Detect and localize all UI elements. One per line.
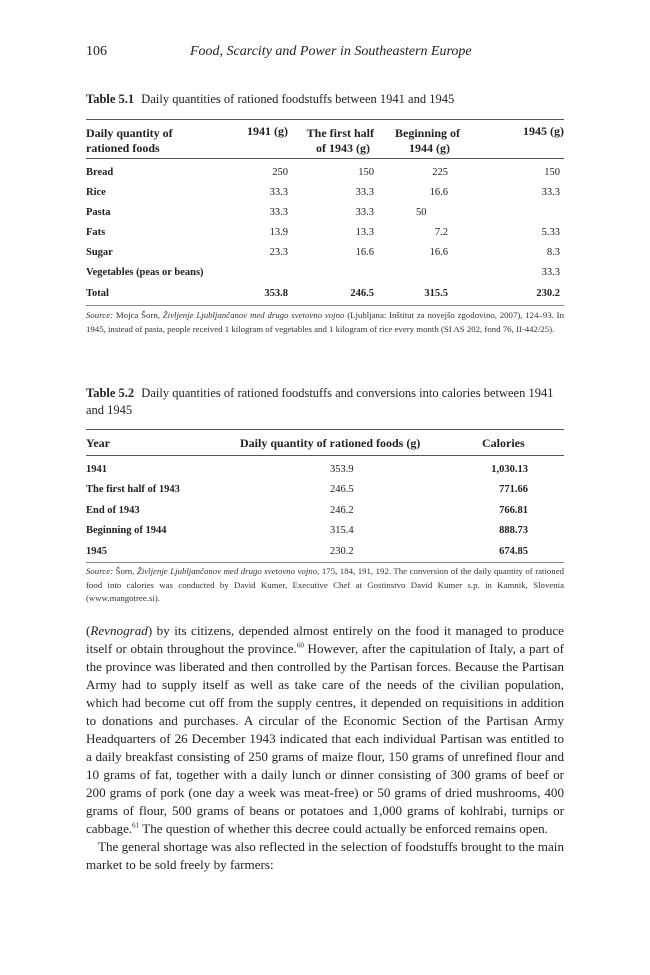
table-cell: 13.3	[355, 226, 374, 238]
table-cell: 1,030.13	[491, 463, 528, 475]
body-text	[86, 622, 564, 874]
paragraph: (Revnograd) by its citizens, depended almost entirely on the food it managed to produce itself or obtain throughout the province.$^{60}$ However, after the capitulation of Italy, a part of the province was liberated and then controlled by the Partisan forces. Because the Partisan Army had to supply itself as well as take care of the needs of the civilian population, which had become cut off from the supply centres, it depended on requisitions in addition to donations and purchases. A circular of the Economic Section of the Partisan Army Headquarters of 26 December 1943 indicated that each individual Partisan was entitled to a daily breakfast consisting of 250 grams of maize flour, 150 grams of unrefined flour and 10 grams of fat, together with a daily lunch or dinner consisting of 300 grams of beef or 200 grams of pork (one day a week was meat-free) or 50 grams of dried mushrooms, 400 grams of flour, 500 grams of beans or potatoes and 1,000 grams of kohlrabi, turnips or cabbage.$^{61}$ The question of whether this decree could actually be enforced remains open.	[86, 623, 564, 836]
table-row	[86, 541, 564, 562]
table-cell	[234, 262, 288, 282]
table-cell: 16.6	[429, 246, 448, 258]
table-row	[86, 480, 564, 501]
table-cell: 225	[432, 166, 448, 178]
table-2-source-note: Source: Šorn, Življenje Ljubljančanov med drugo svetovno vojno, 175, 184, 191, 192. The conversion of the daily quantity of rationed food into calories was conducted by David Kumer, Executive Chef at Gostinstvo David Kumer s.p. in Kamnik, Slovenia (www.mangotree.si).	[86, 566, 565, 603]
table-1-title: Daily quantities of rationed foodstuffs between 1941 and 1945	[141, 92, 455, 106]
table-cell: 33.3	[355, 186, 374, 198]
table-cell: 33.3	[269, 206, 288, 218]
table-cell: 315.4	[330, 525, 354, 537]
table-2-top-rule	[86, 429, 564, 430]
table-1-header-row	[86, 124, 564, 158]
table-cell: Total	[86, 287, 109, 299]
table-row-total	[86, 282, 564, 304]
table-cell: 771.66	[499, 484, 528, 496]
table-2-col-header-year: Year	[86, 436, 110, 451]
page-number: 106	[86, 44, 107, 59]
table-2-header-row	[86, 433, 564, 455]
table-cell: 13.9	[269, 226, 288, 238]
table-cell: Sugar	[86, 246, 113, 258]
running-title: Food, Scarcity and Power in Southeastern Europe	[190, 44, 472, 59]
footnote-ref-61[interactable]: 61	[132, 821, 140, 830]
table-cell	[374, 262, 460, 282]
table-1-col-header-1941: 1941 (g)	[247, 124, 288, 138]
table-cell: 246.5	[350, 287, 374, 299]
table-cell: 353.9	[330, 463, 354, 475]
table-cell: 230.2	[330, 545, 354, 557]
paragraph: The general shortage was also reflected in the selection of foodstuffs brought to the main market to be sold freely by farmers:	[86, 839, 564, 872]
table-cell: 246.5	[330, 484, 354, 496]
table-cell: 250	[272, 166, 288, 178]
table-cell: Vegetables (peas or beans)	[86, 266, 204, 278]
table-cell: Pasta	[86, 206, 111, 218]
table-cell: 1941	[86, 463, 107, 475]
table-cell: 33.3	[355, 206, 374, 218]
table-cell: Bread	[86, 166, 114, 178]
table-cell: 33.3	[541, 186, 560, 198]
table-1-col-header-food: Daily quantity of rationed foods	[86, 125, 173, 155]
table-1	[86, 124, 564, 304]
footnote-ref-60[interactable]: 60	[296, 641, 304, 650]
table-2-col-header-grams: Daily quantity of rationed foods (g)	[240, 436, 421, 451]
table-row	[86, 459, 564, 480]
table-cell: 23.3	[269, 246, 288, 258]
table-cell: 33.3	[269, 186, 288, 198]
table-2	[86, 433, 564, 562]
table-1-label: Table 5.1	[86, 92, 135, 106]
table-cell: 33.3	[541, 266, 560, 278]
table-cell: 7.2	[434, 226, 448, 238]
table-row	[86, 262, 564, 282]
table-cell: 16.6	[429, 186, 448, 198]
table-row	[86, 162, 564, 182]
table-cell: 8.3	[546, 246, 560, 258]
table-cell	[460, 202, 564, 222]
table-cell: 50	[416, 206, 427, 218]
table-cell: 16.6	[355, 246, 374, 258]
table-cell: The first half of 1943	[86, 484, 180, 496]
table-cell: 315.5	[424, 287, 448, 299]
table-row	[86, 182, 564, 202]
table-cell: 230.2	[536, 287, 560, 299]
table-cell: 674.85	[499, 545, 528, 557]
table-2-caption	[86, 385, 564, 419]
table-cell: 766.81	[499, 504, 528, 516]
table-row	[86, 500, 564, 521]
table-2-bottom-rule	[86, 562, 564, 563]
table-2-label: Table 5.2	[86, 386, 135, 400]
table-1-col-header-1944: Beginning of 1944 (g)	[394, 125, 460, 155]
table-row	[86, 242, 564, 262]
table-cell: 5.33	[541, 226, 560, 238]
table-cell: 353.8	[264, 287, 288, 299]
table-cell: 1945	[86, 545, 107, 557]
table-1-source-note: Source: Mojca Šorn, Življenje Ljubljančanov med drugo svetovno vojno (Ljubljana: Inštitut za novejšo zgodovino, 2007), 124–93. In 1945, instead of pasta, people received 1 kilogram of vegetables and 1 kilogram of rice every month (SI AS 202, fond 76, II-442/25).	[86, 310, 565, 334]
table-cell: 246.2	[330, 504, 354, 516]
table-row	[86, 521, 564, 542]
table-cell: 150	[544, 166, 560, 178]
table-cell: 150	[358, 166, 374, 178]
table-1-bottom-rule	[86, 305, 564, 306]
table-cell	[288, 262, 374, 282]
table-cell: Rice	[86, 186, 106, 198]
table-2-title: Daily quantities of rationed foodstuffs and conversions into calories between 1941 and 1945	[86, 386, 554, 417]
table-1-caption	[86, 91, 564, 108]
table-cell: 888.73	[499, 525, 528, 537]
table-row	[86, 202, 564, 222]
table-cell: End of 1943	[86, 504, 140, 516]
table-1-col-header-1945: 1945 (g)	[523, 124, 564, 138]
table-cell: Beginning of 1944	[86, 525, 167, 537]
table-cell: Fats	[86, 226, 106, 238]
table-1-col-header-1943: The first half of 1943 (g)	[306, 125, 374, 155]
table-row	[86, 222, 564, 242]
table-1-top-rule	[86, 119, 564, 120]
table-2-col-header-calories: Calories	[482, 436, 525, 451]
